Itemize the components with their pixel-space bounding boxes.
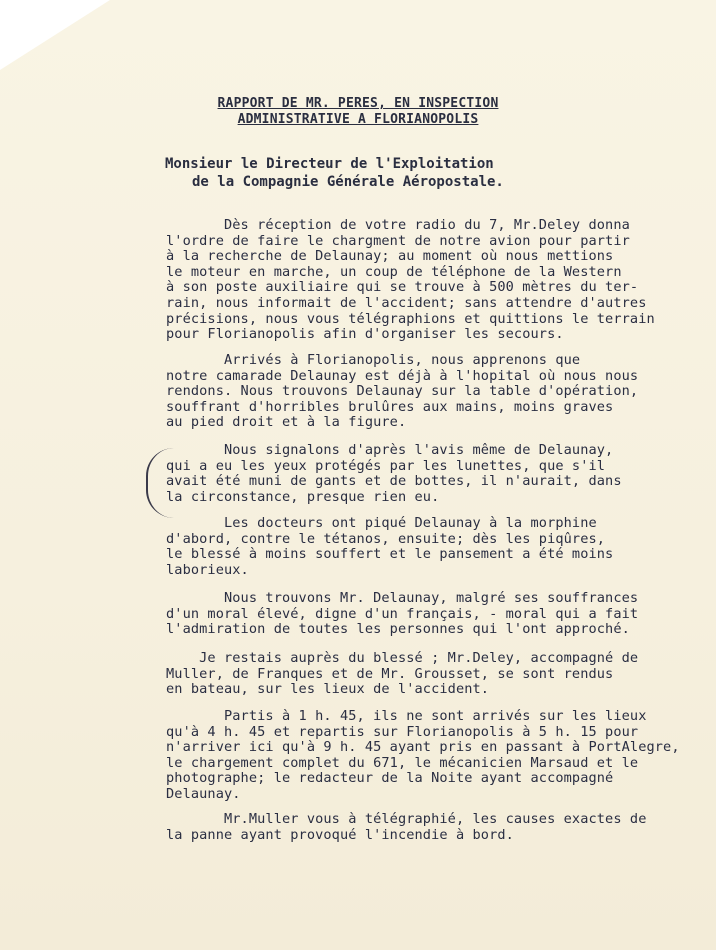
paragraph-line: qui a eu les yeux protégés par les lunettes, que s'il [166,457,606,474]
paragraph-line: Nous signalons d'après l'avis même de Delaunay, [166,442,614,458]
paragraph-line: au pied droit et à la figure. [166,414,407,431]
paragraph-line: le blessé à moins souffert et le pansement a été moins [166,546,614,563]
paragraph-2 [166,353,716,431]
report-title-line2: ADMINISTRATIVE A FLORIANOPOLIS [237,112,479,127]
paragraph-line: qu'à 4 h. 45 et repartis sur Florianopolis à 5 h. 15 pour [166,723,639,740]
addressee [165,155,504,191]
page-corner [0,0,110,70]
paragraph-line: notre camarade Delaunay est déjà à l'hopital où nous nous [166,367,639,384]
report-title-line1: RAPPORT DE MR. PERES, EN INSPECTION [217,96,499,111]
paragraph-line: l'admiration de toutes les personnes qui l'ont approché. [166,621,630,638]
paragraph-line: en bateau, sur les lieux de l'accident. [166,681,490,698]
paragraph-line: photographe; le redacteur de la Noite ayant accompagné [166,770,614,787]
paragraph-line: à son poste auxiliaire qui se trouve à 500 mètres du ter- [166,279,639,296]
paragraph-line: avait été muni de gants et de bottes, il n'aurait, dans [166,473,622,490]
paragraph-line: la circonstance, presque rien eu. [166,488,440,505]
paragraph-line: souffrant d'horribles brulûres aux mains, moins graves [166,398,614,415]
paragraph-line: d'un moral élevé, digne d'un français, - moral qui a fait [166,605,639,622]
paragraph-line: rain, nous informait de l'accident; sans attendre d'autres [166,294,647,311]
paragraph-line: laborieux. [166,561,249,578]
paragraph-7 [166,709,716,803]
paragraph-line: Nous trouvons Mr. Delaunay, malgré ses souffrances [166,590,639,606]
paragraph-line: Partis à 1 h. 45, ils ne sont arrivés sur les lieux [166,708,647,724]
addressee-line2: de la Compagnie Générale Aéropostale. [192,174,504,190]
addressee-line1: Monsieur le Directeur de l'Exploitation [165,156,494,172]
paragraph-3 [166,443,716,505]
paragraph-line: Mr.Muller vous à télégraphié, les causes exactes de [166,811,647,827]
paragraph-line: l'ordre de faire le chargment de notre avion pour partir [166,232,630,249]
paragraph-line: Muller, de Franques et de Mr. Grousset, se sont rendus [166,665,614,682]
paragraph-line: Delaunay. [166,785,241,802]
paragraph-line: le chargement complet du 671, le mécanicien Marsaud et le [166,754,639,771]
paragraph-line: d'abord, contre le tétanos, ensuite; dès les piqûres, [166,530,606,547]
paragraph-line: Dès réception de votre radio du 7, Mr.Deley donna [166,217,630,233]
paragraph-line: Arrivés à Florianopolis, nous apprenons que [166,352,581,368]
paragraph-line: rendons. Nous trouvons Delaunay sur la table d'opération, [166,383,639,400]
paragraph-line: Je restais auprès du blessé ; Mr.Deley, accompagné de [166,650,639,666]
paragraph-6 [166,651,716,698]
paragraph-8 [166,812,716,843]
paragraph-line: à la recherche de Delaunay; au moment où nous mettions [166,248,614,265]
paragraph-line: précisions, nous vous télégraphions et quittions le terrain [166,310,655,327]
paragraph-5 [166,591,716,638]
paragraph-line: n'arriver ici qu'à 9 h. 45 ayant pris en passant à PortAlegre, [166,739,680,756]
paragraph-line: la panne ayant provoqué l'incendie à bord. [166,826,514,843]
paragraph-line: Les docteurs ont piqué Delaunay à la morphine [166,515,597,531]
paragraph-4 [166,516,716,578]
paragraph-1 [166,218,716,343]
paragraph-line: le moteur en marche, un coup de téléphone de la Western [166,263,622,280]
paragraph-line: pour Florianopolis afin d'organiser les secours. [166,326,564,343]
